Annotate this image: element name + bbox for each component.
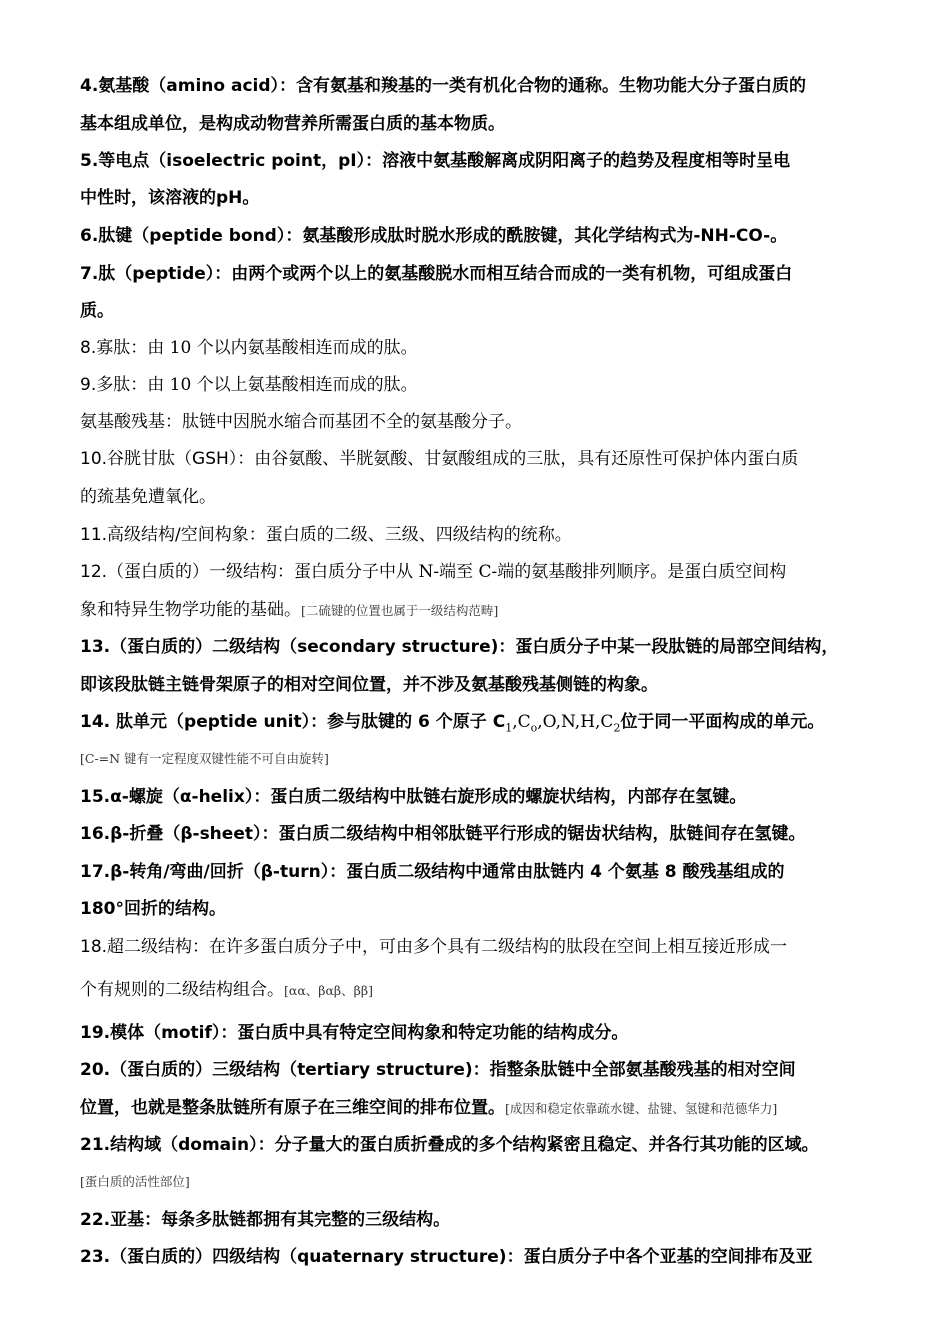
entry-23-line-1: 23.（蛋白质的）四级结构（quaternary structure)：蛋白质分子中各个亚基的空间排布及亚 (80, 1247, 813, 1267)
entry-18-line-2 (80, 978, 880, 1003)
entry-11-text: 蛋白质的二级、三级、四级结构的统称。 (265, 525, 572, 545)
entry-12-line-1 (80, 560, 880, 584)
entry-18-line-1 (80, 935, 880, 959)
entry-10-term: 10.谷胱甘肽（GSH）： (80, 449, 255, 469)
entry-12-line-2-text: 象和特异生物学功能的基础。 (80, 600, 301, 620)
entry-15-line-1: 15.α-螺旋（α-helix）：蛋白质二级结构中肽链右旋形成的螺旋状结构，内部存在氢键。 (80, 787, 747, 807)
entry-12-term: 12.（蛋白质的）一级结构： (80, 562, 295, 582)
entry-8-text: 由 10 个以内氨基酸相连而成的肽。 (147, 338, 418, 358)
entry-8 (80, 336, 880, 360)
entry-9-text: 由 10 个以上氨基酸相连而成的肽。 (147, 375, 418, 395)
entry-9-term: 9.多肽： (80, 375, 148, 395)
entry-5-line-2: 中性时，该溶液的pH。 (80, 188, 260, 208)
entry-20-line-2-text: 位置，也就是整条肽链所有原子在三维空间的排布位置。 (80, 1098, 505, 1118)
entry-11 (80, 523, 880, 547)
entry-10-line-1 (80, 447, 880, 471)
entry-10-line-2: 的巯基免遭氧化。 (80, 487, 216, 507)
entry-4-line-1: 4.氨基酸（amino acid）：含有氨基和羧基的一类有机化合物的通称。生物功能大分子蛋白质的 (80, 76, 807, 96)
entry-21-line-1: 21.结构域（domain）：分子量大的蛋白质折叠成的多个结构紧密且稳定、并各行其功能的区域。 (80, 1135, 819, 1155)
entry-18-note: [αα、βαβ、ββ] (284, 983, 373, 998)
entry-20-note: [成因和稳定依靠疏水键、盐键、氢键和范德华力] (505, 1101, 778, 1116)
entry-4-line-2: 基本组成单位，是构成动物营养所需蛋白质的基本物质。 (80, 114, 505, 134)
entry-5-line-1: 5.等电点（isoelectric point，pI）：溶液中氨基酸解离成阴阳离子的趋势及程度相等时呈电 (80, 151, 791, 171)
entry-14-text-b: ,C (512, 712, 531, 732)
entry-16-line-1: 16.β-折叠（β-sheet）：蛋白质二级结构中相邻肽链平行形成的锯齿状结构，肽链间存在氢键。 (80, 824, 806, 844)
entry-13-line-1: 13.（蛋白质的）二级结构（secondary structure)：蛋白质分子中某一段肽链的局部空间结构， (80, 637, 839, 657)
entry-14-line-1 (80, 710, 880, 740)
entry-20-line-2 (80, 1096, 880, 1121)
entry-18-text: 在许多蛋白质分子中，可由多个具有二级结构的肽段在空间上相互接近形成一 (209, 937, 788, 957)
entry-12-line-2 (80, 598, 880, 623)
entry-7-line-1: 7.肽（peptide）：由两个或两个以上的氨基酸脱水而相互结合而成的一类有机物，可组成蛋白 (80, 264, 793, 284)
entry-14-note: [C-=N 键有一定程度双键性能不可自由旋转] (80, 751, 329, 766)
entry-9 (80, 373, 880, 397)
entry-20-line-1: 20.（蛋白质的）三级结构（tertiary structure)：指整条肽链中全部氨基酸残基的相对空间 (80, 1060, 796, 1080)
entry-14-sub-1: 1 (505, 721, 513, 735)
entry-12-note: [二硫键的位置也属于一级结构范畴] (301, 603, 499, 618)
entry-19-line-1: 19.模体（motif）：蛋白质中具有特定空间构象和特定功能的结构成分。 (80, 1023, 629, 1043)
entry-6-line-1: 6.肽键（peptide bond）：氨基酸形成肽时脱水形成的酰胺键，其化学结构式为-NH-CO-。 (80, 226, 788, 246)
entry-22-line-1: 22.亚基：每条多肽链都拥有其完整的三级结构。 (80, 1210, 451, 1230)
entry-18-line-2-text: 个有规则的二级结构组合。 (80, 980, 284, 1000)
entry-14-sub-3: 2 (613, 721, 621, 735)
entry-14-sub-2: o (530, 721, 538, 735)
entry-7-line-2: 质。 (80, 301, 114, 321)
entry-12-text: 蛋白质分子中从 N-端至 C-端的氨基酸排列顺序。是蛋白质空间构 (294, 562, 787, 582)
entry-17-line-1: 17.β-转角/弯曲/回折（β-turn）：蛋白质二级结构中通常由肽链内 4 个氨基 8 酸残基组成的 (80, 862, 785, 882)
entry-14-text-a: 14. 肽单元（peptide unit）：参与肽键的 6 个原子 C (80, 712, 506, 732)
entry-21-note: [蛋白质的活性部位] (80, 1174, 190, 1189)
entry-14-text-d: 位于同一平面构成的单元。 (620, 712, 825, 732)
amino-acid-residue-entry: 氨基酸残基：肽链中因脱水缩合而基团不全的氨基酸分子。 (80, 412, 522, 432)
entry-18-term: 18.超二级结构： (80, 937, 210, 957)
entry-14-text-c: ,O,N,H,C (537, 712, 614, 732)
entry-10-text: 由谷氨酸、半胱氨酸、甘氨酸组成的三肽，具有还原性可保护体内蛋白质 (254, 449, 799, 469)
entry-11-term: 11.高级结构/空间构象： (80, 525, 266, 545)
entry-13-line-2: 即该段肽链主链骨架原子的相对空间位置，并不涉及氨基酸残基侧链的构象。 (80, 675, 658, 695)
entry-17-line-2: 180°回折的结构。 (80, 899, 226, 919)
entry-8-term: 8.寡肽： (80, 338, 148, 358)
